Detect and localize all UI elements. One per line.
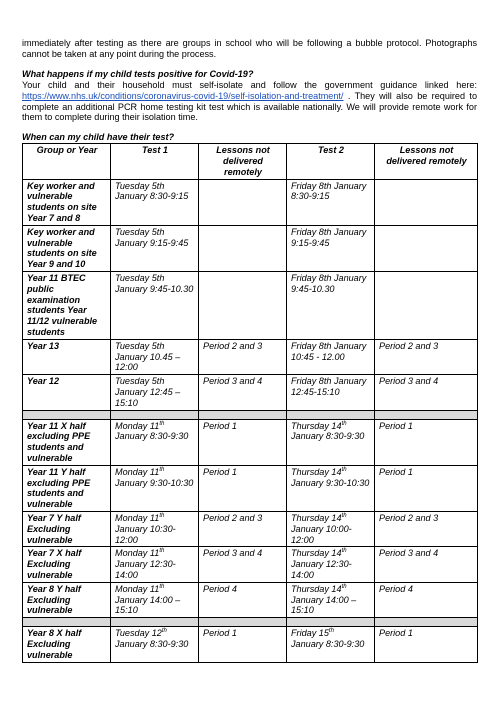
group-cell: Key worker and vulnerable students on site Year 9 and 10: [23, 225, 111, 271]
lessons1-cell: [199, 179, 287, 225]
test2-cell: [287, 547, 375, 582]
date-ordinal: th: [159, 420, 165, 427]
separator-cell: [199, 410, 287, 419]
group-cell: Key worker and vulnerable students on site Year 7 and 8: [23, 179, 111, 225]
table-row: [23, 339, 478, 374]
header-test1: Test 1: [111, 144, 199, 179]
date-time: January 12:30-14:00: [291, 559, 352, 580]
date-time: January 8:30-9:30: [115, 431, 189, 442]
date-day: Monday 11: [115, 466, 160, 477]
lessons2-cell: [375, 225, 478, 271]
header-lessons1: Lessons not delivered remotely: [199, 144, 287, 179]
lessons2-cell: Period 2 and 3: [375, 339, 478, 374]
positive-paragraph: [22, 80, 477, 124]
table-row: [23, 419, 478, 465]
date-time: January 14:00 – 15:10: [291, 594, 357, 616]
date-day: Friday 15: [291, 628, 329, 639]
test1-cell: [111, 511, 199, 546]
test2-cell: Friday 8th January 8:30-9:15: [287, 179, 375, 225]
separator-cell: [287, 618, 375, 627]
lessons2-cell: Period 3 and 4: [375, 375, 478, 410]
date-day: Monday 11: [115, 548, 160, 559]
test1-cell: Tuesday 5th January 9:15-9:45: [111, 225, 199, 271]
date-time: January 10:00-12:00: [291, 523, 352, 545]
table-row: [23, 511, 478, 546]
date-time: January 12:30-14:00: [115, 559, 176, 580]
date-time: January 8:30-9:30: [291, 431, 365, 442]
separator-cell: [375, 618, 478, 627]
lessons1-cell: Period 2 and 3: [199, 511, 287, 546]
separator-row: [23, 618, 478, 627]
separator-cell: [23, 618, 111, 627]
date-ordinal: th: [159, 548, 165, 555]
lessons1-cell: [199, 272, 287, 340]
lessons1-cell: Period 1: [199, 419, 287, 465]
table-row: [23, 465, 478, 511]
table-row: [23, 272, 478, 340]
test1-cell: Tuesday 5th January 12:45 – 15:10: [111, 375, 199, 410]
schedule-body: [23, 179, 478, 662]
separator-cell: [111, 618, 199, 627]
date-ordinal: th: [159, 466, 165, 473]
date-time: January 14:00 – 15:10: [115, 594, 181, 616]
date-ordinal: th: [341, 512, 347, 519]
test2-cell: [287, 465, 375, 511]
test1-cell: Tuesday 5th January 9:45-10.30: [111, 272, 199, 340]
lessons1-cell: Period 2 and 3: [199, 339, 287, 374]
group-cell: Year 11 Y half excluding PPE students and vulnerable: [23, 465, 111, 511]
date-time: January 9:30-10:30: [115, 477, 194, 488]
date-day: Monday 11: [115, 512, 160, 523]
test2-cell: [287, 582, 375, 617]
table-row: [23, 179, 478, 225]
date-day: Thursday 14: [291, 466, 342, 477]
group-cell: Year 8 X half Excluding vulnerable: [23, 627, 111, 662]
group-cell: Year 7 Y half Excluding vulnerable: [23, 511, 111, 546]
date-ordinal: th: [341, 466, 347, 473]
lessons2-cell: [375, 272, 478, 340]
lessons2-cell: Period 4: [375, 582, 478, 617]
date-ordinal: th: [161, 628, 167, 635]
separator-cell: [375, 410, 478, 419]
date-ordinal: th: [341, 420, 347, 427]
lessons2-cell: Period 1: [375, 627, 478, 662]
test1-cell: [111, 547, 199, 582]
lessons1-cell: Period 4: [199, 582, 287, 617]
test2-cell: [287, 419, 375, 465]
date-ordinal: th: [159, 512, 165, 519]
group-cell: Year 11 X half excluding PPE students and vulnerable: [23, 419, 111, 465]
lessons1-cell: Period 1: [199, 627, 287, 662]
lessons2-cell: Period 1: [375, 419, 478, 465]
table-row: [23, 582, 478, 617]
table-header-row: [23, 144, 478, 179]
intro-paragraph: immediately after testing as there are groups in school who will be following a bubble protocol. Photographs cannot be taken at any point during the process.: [22, 38, 477, 59]
date-ordinal: th: [328, 628, 334, 635]
separator-cell: [199, 618, 287, 627]
lessons2-cell: Period 3 and 4: [375, 547, 478, 582]
group-cell: Year 8 Y half Excluding vulnerable: [23, 582, 111, 617]
date-ordinal: th: [341, 548, 347, 555]
lessons1-cell: Period 1: [199, 465, 287, 511]
separator-cell: [111, 410, 199, 419]
lessons1-cell: [199, 225, 287, 271]
positive-text-2: . They will also be required to complete an additional PCR home testing kit test which is available nationally. We will provide remote work for them to complete during their isolation time.: [22, 90, 477, 123]
header-test2: Test 2: [287, 144, 375, 179]
lessons2-cell: [375, 179, 478, 225]
group-cell: Year 7 X half Excluding vulnerable: [23, 547, 111, 582]
test1-cell: Tuesday 5th January 10.45 – 12:00: [111, 339, 199, 374]
date-time: January 8:30-9:30: [291, 638, 365, 649]
document-page: [22, 38, 477, 663]
date-day: Monday 11: [115, 420, 160, 431]
positive-text-1: Your child and their household must self-isolate and follow the government guidance linked here:: [22, 79, 477, 90]
date-ordinal: th: [159, 583, 165, 590]
date-time: January 10:30-12:00: [115, 523, 176, 545]
positive-heading: What happens if my child tests positive for Covid-19?: [22, 68, 254, 79]
separator-row: [23, 410, 478, 419]
date-ordinal: th: [341, 583, 347, 590]
table-row: [23, 375, 478, 410]
test1-cell: [111, 419, 199, 465]
group-cell: Year 13: [23, 339, 111, 374]
table-row: [23, 547, 478, 582]
schedule-table: [22, 143, 478, 662]
test1-cell: [111, 465, 199, 511]
test1-cell: [111, 627, 199, 662]
header-lessons2: Lessons not delivered remotely: [375, 144, 478, 179]
separator-cell: [287, 410, 375, 419]
lessons1-cell: Period 3 and 4: [199, 547, 287, 582]
test2-cell: Friday 8th January 12:45-15:10: [287, 375, 375, 410]
date-day: Tuesday 12: [115, 628, 162, 639]
table-row: [23, 225, 478, 271]
lessons2-cell: Period 2 and 3: [375, 511, 478, 546]
lessons2-cell: Period 1: [375, 465, 478, 511]
test1-cell: [111, 582, 199, 617]
date-day: Thursday 14: [291, 583, 342, 594]
lessons1-cell: Period 3 and 4: [199, 375, 287, 410]
nhs-link[interactable]: https://www.nhs.uk/conditions/coronavirus-covid-19/self-isolation-and-treatment/: [22, 90, 344, 101]
test2-cell: Friday 8th January 10:45 - 12.00: [287, 339, 375, 374]
schedule-heading: When can my child have their test?: [22, 132, 175, 143]
date-time: January 9:30-10:30: [291, 477, 370, 488]
test2-cell: [287, 511, 375, 546]
separator-cell: [23, 410, 111, 419]
date-day: Thursday 14: [291, 548, 342, 559]
test2-cell: Friday 8th January 9:15-9:45: [287, 225, 375, 271]
header-group: Group or Year: [23, 144, 111, 179]
date-time: January 8:30-9:30: [115, 638, 189, 649]
test2-cell: [287, 627, 375, 662]
date-day: Thursday 14: [291, 420, 342, 431]
date-day: Thursday 14: [291, 512, 342, 523]
test1-cell: Tuesday 5th January 8:30-9:15: [111, 179, 199, 225]
date-day: Monday 11: [115, 583, 160, 594]
group-cell: Year 12: [23, 375, 111, 410]
group-cell: Year 11 BTEC public examination students Year 11/12 vulnerable students: [23, 272, 111, 340]
table-row: [23, 627, 478, 662]
test2-cell: Friday 8th January 9:45-10.30: [287, 272, 375, 340]
